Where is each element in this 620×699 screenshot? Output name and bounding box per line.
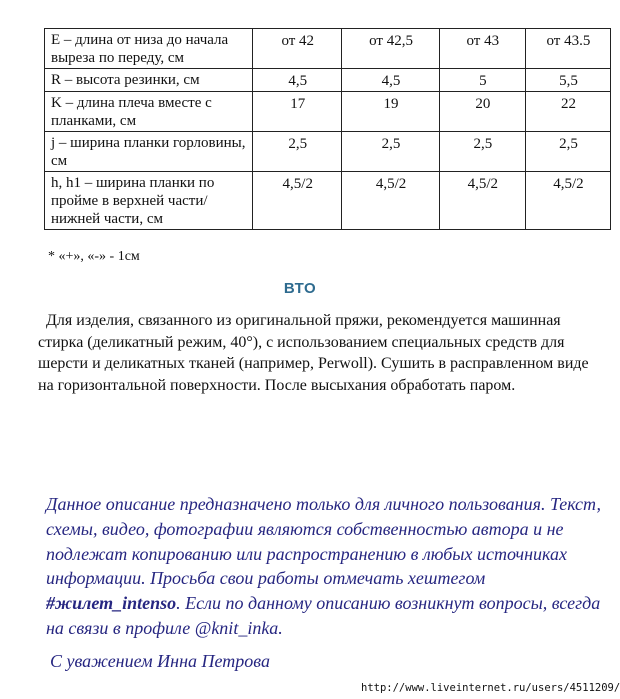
size-value: 22: [525, 92, 610, 132]
param-label: h, h1 – ширина планки по пройме в верхней части/нижней части, см: [45, 172, 253, 230]
param-label: E – длина от низа до начала выреза по переду, см: [45, 29, 253, 69]
care-instructions: Для изделия, связанного из оригинальной пряжи, рекомендуется машинная стирка (деликатный режим, 40°), с использованием специальных средств для шерсти и деликатных тканей (например, Perwoll). Сушить в расправленном виде на горизонтальной поверхности. После высыхания обработать паром.: [38, 312, 589, 394]
notice-text: Данное описание предназначено только для личного пользования. Текст, схемы, видео, фотографии являются собственностью автора и не подлежат копированию или распространению в любых источниках информации. Просьба свои работы отмечать хештегом: [46, 494, 601, 589]
size-value: 17: [253, 92, 342, 132]
author-signature: С уважением Инна Петрова: [50, 651, 270, 671]
size-value: 19: [342, 92, 439, 132]
copyright-notice: [46, 492, 606, 641]
notice-text-end: . Если по данному описанию возникнут вопросы, всегда на связи в профиле @knit_inka.: [46, 593, 601, 638]
size-value: 4,5/2: [439, 172, 525, 230]
size-value: 2,5: [253, 132, 342, 172]
size-value: 2,5: [525, 132, 610, 172]
size-value: 4,5/2: [342, 172, 439, 230]
hashtag: #жилет_intenso: [46, 593, 177, 614]
size-value: 4,5/2: [525, 172, 610, 230]
table-row: [45, 92, 611, 132]
size-value: 5: [439, 69, 525, 92]
table-footnote: * «+», «-» - 1см: [48, 249, 140, 264]
table-row: [45, 132, 611, 172]
param-label: K – длина плеча вместе с планками, см: [45, 92, 253, 132]
source-url: http://www.liveinternet.ru/users/4511209/: [361, 682, 620, 694]
size-value: от 43: [439, 29, 525, 69]
size-value: от 42,5: [342, 29, 439, 69]
table-row: [45, 172, 611, 230]
size-value: от 43.5: [525, 29, 610, 69]
size-value: от 42: [253, 29, 342, 69]
table-row: [45, 29, 611, 69]
care-heading: ВТО: [283, 280, 317, 297]
size-value: 20: [439, 92, 525, 132]
size-value: 4,5: [253, 69, 342, 92]
size-value: 4,5: [342, 69, 439, 92]
size-value: 2,5: [342, 132, 439, 172]
param-label: j – ширина планки горловины, см: [45, 132, 253, 172]
table-row: [45, 69, 611, 92]
size-value: 4,5/2: [253, 172, 342, 230]
size-value: 5,5: [525, 69, 610, 92]
param-label: R – высота резинки, см: [45, 69, 253, 92]
size-table: [44, 28, 611, 230]
size-value: 2,5: [439, 132, 525, 172]
